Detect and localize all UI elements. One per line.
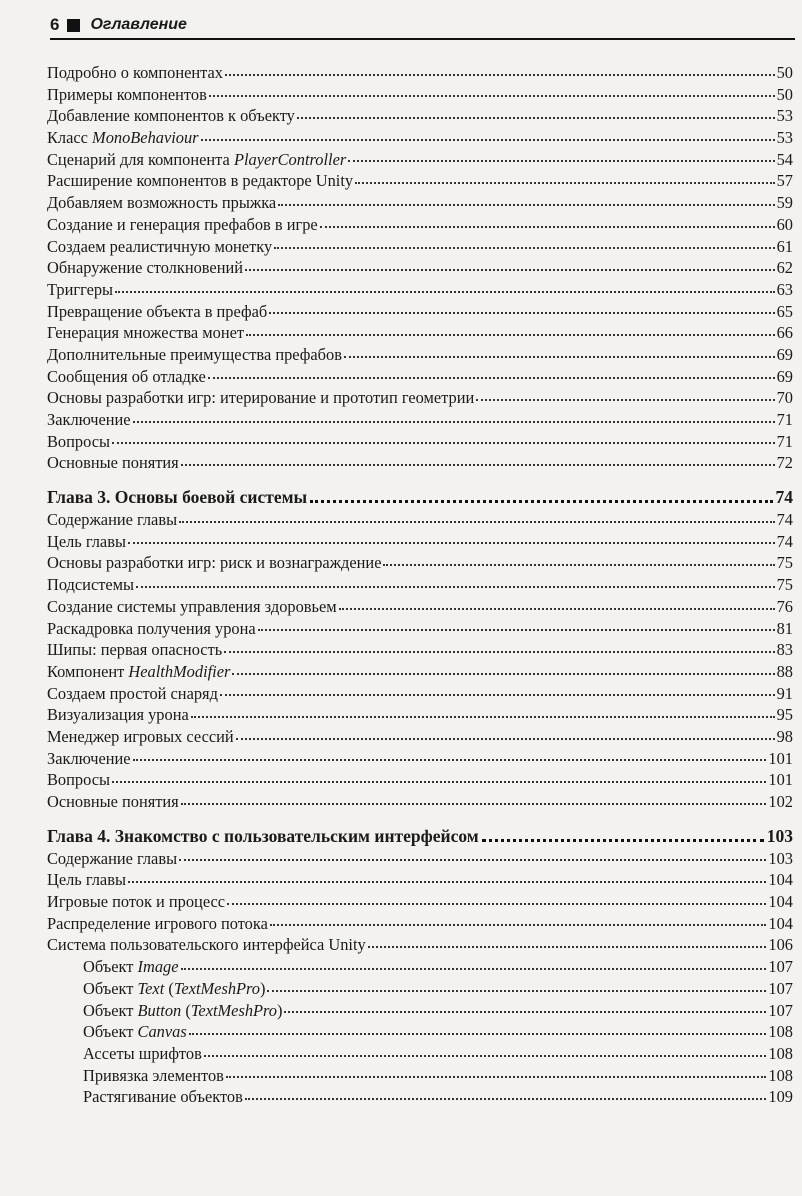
toc-page-number: 62 xyxy=(776,258,793,278)
toc-page-number: 98 xyxy=(776,726,793,746)
toc-entry-title xyxy=(47,891,225,913)
toc-page-number: 103 xyxy=(768,848,793,868)
toc-page-number: 75 xyxy=(776,575,793,595)
toc-page-number: 59 xyxy=(776,193,793,213)
dot-leader xyxy=(224,650,774,653)
title-part: Дополнительные преимущества префабов xyxy=(47,344,342,364)
toc-page-number: 108 xyxy=(768,1022,793,1042)
toc-entry-title xyxy=(47,84,207,106)
title-part: PlayerController xyxy=(233,149,347,169)
toc-page-number: 50 xyxy=(776,84,793,104)
title-part: Игровые поток и процесс xyxy=(47,892,226,912)
header-square-icon xyxy=(67,19,80,32)
toc-entry-title xyxy=(47,531,126,553)
toc-page-number: 88 xyxy=(776,661,793,681)
toc-entry-title xyxy=(47,257,243,279)
toc-entry-title xyxy=(47,618,256,640)
title-part: Сценарий для компонента xyxy=(47,149,234,169)
toc-page-number: 53 xyxy=(776,106,793,126)
title-part: Привязка элементов xyxy=(83,1065,224,1085)
toc-entry[interactable] xyxy=(47,1000,793,1022)
title-part: Подробно о компонентах xyxy=(47,63,223,82)
title-part: Объект xyxy=(83,1000,138,1020)
toc-entry-title xyxy=(47,344,342,366)
dot-leader xyxy=(482,838,764,842)
toc-page-number: 109 xyxy=(768,1087,793,1107)
toc-entry[interactable] xyxy=(47,301,793,323)
toc-entry[interactable] xyxy=(47,661,793,683)
dot-leader xyxy=(136,585,775,588)
toc-page-number: 74 xyxy=(776,510,793,530)
toc-page-number: 54 xyxy=(776,149,793,169)
dot-leader xyxy=(115,290,775,293)
toc-page-number: 72 xyxy=(776,453,793,473)
dot-leader xyxy=(476,398,774,401)
toc-entry-title xyxy=(47,574,134,596)
title-part: Основы разработки игр: риск и вознаграждение xyxy=(47,553,382,573)
title-part: Класс xyxy=(47,128,93,148)
title-part: Шипы: первая опасность xyxy=(47,640,223,660)
title-part: HealthModifier xyxy=(128,661,231,681)
title-part: Компонент xyxy=(47,661,129,681)
title-part: Ассеты шрифтов xyxy=(83,1043,202,1063)
toc-page-number: 71 xyxy=(776,410,793,429)
dot-leader xyxy=(267,989,766,992)
toc-entry-title xyxy=(47,387,474,409)
toc-entry[interactable] xyxy=(47,509,793,531)
toc-page-number: 60 xyxy=(776,214,793,234)
toc-page-number: 108 xyxy=(768,1043,793,1063)
title-part: Добавление компонентов к объекту xyxy=(47,106,295,126)
dot-leader xyxy=(208,376,775,379)
toc-page-number: 63 xyxy=(776,279,793,299)
dot-leader xyxy=(269,311,774,314)
toc-entry-title xyxy=(47,409,131,431)
toc-chapter[interactable] xyxy=(47,485,793,509)
toc-entry[interactable] xyxy=(47,574,793,596)
toc-entry-title xyxy=(47,913,268,935)
toc-page-number: 95 xyxy=(776,705,793,725)
title-part: Создаем реалистичную монетку xyxy=(47,236,273,256)
toc-entry[interactable] xyxy=(47,192,793,214)
toc-entry-title xyxy=(47,322,244,344)
title-part: MonoBehaviour xyxy=(92,128,199,148)
toc-page-number: 108 xyxy=(768,1065,793,1085)
title-part: Объект xyxy=(83,1022,138,1042)
dot-leader xyxy=(274,246,774,249)
toc-page-number: 101 xyxy=(768,770,793,790)
dot-leader xyxy=(209,94,775,97)
toc-entry[interactable] xyxy=(47,596,793,618)
toc-entry-title xyxy=(47,192,276,214)
title-part: Canvas xyxy=(137,1022,187,1042)
toc-entry[interactable] xyxy=(47,934,793,956)
toc-entry-title xyxy=(47,431,110,453)
dot-leader xyxy=(226,1075,766,1078)
title-part: Распределение игрового потока xyxy=(47,913,268,933)
toc-page-number: 107 xyxy=(768,957,793,977)
toc-page-number: 104 xyxy=(768,870,793,890)
toc-page-number: 65 xyxy=(776,301,793,321)
toc-entry[interactable] xyxy=(47,149,793,171)
dot-leader xyxy=(355,181,775,184)
toc-entry[interactable] xyxy=(47,170,793,192)
toc-entry-title xyxy=(83,1000,282,1022)
title-part: Text xyxy=(137,978,165,998)
dot-leader xyxy=(278,203,774,206)
title-part: Подсистемы xyxy=(47,575,135,595)
toc-page-number: 107 xyxy=(768,978,793,998)
title-part: ) xyxy=(260,978,266,998)
toc-entry-title xyxy=(47,791,179,813)
toc-entry-title xyxy=(47,748,131,770)
dot-leader xyxy=(270,923,767,926)
dot-leader xyxy=(310,499,772,503)
dot-leader xyxy=(344,355,775,358)
dot-leader xyxy=(181,967,767,970)
title-part: Основы разработки игр: итерирование и прототип геометрии xyxy=(47,388,475,408)
toc-entry-title xyxy=(47,105,295,127)
toc-entry[interactable] xyxy=(47,848,793,870)
dot-leader xyxy=(284,1010,766,1013)
dot-leader xyxy=(348,159,774,162)
title-part: Менеджер игровых сессий xyxy=(47,726,234,746)
dot-leader xyxy=(320,225,775,228)
title-part: Заключение xyxy=(47,410,131,429)
toc-entry[interactable] xyxy=(47,869,793,891)
dot-leader xyxy=(189,1032,767,1035)
toc-page-number: 75 xyxy=(776,553,793,573)
toc-entry-title xyxy=(47,236,272,258)
dot-leader xyxy=(112,780,766,783)
toc-entry[interactable] xyxy=(47,1043,793,1065)
title-part: Объект xyxy=(83,957,138,977)
toc-page-number: 74 xyxy=(775,487,793,508)
title-part: Примеры компонентов xyxy=(47,84,207,104)
title-part: Вопросы xyxy=(47,431,110,451)
toc-entry[interactable] xyxy=(47,257,793,279)
title-part: Вопросы xyxy=(47,770,110,790)
toc-page-number: 70 xyxy=(776,388,793,408)
toc-entry-title xyxy=(83,1065,224,1087)
table-of-contents xyxy=(47,62,793,1108)
toc-entry[interactable] xyxy=(47,956,793,978)
toc-entry[interactable] xyxy=(47,127,793,149)
dot-leader xyxy=(236,737,775,740)
toc-page-number: 74 xyxy=(776,531,793,551)
toc-entry-title xyxy=(83,1021,187,1043)
dot-leader xyxy=(297,116,775,119)
toc-entry[interactable] xyxy=(47,452,793,474)
toc-entry-title xyxy=(47,552,381,574)
dot-leader xyxy=(204,1054,767,1057)
title-part: Объект xyxy=(83,978,138,998)
toc-entry-title xyxy=(47,596,337,618)
dot-leader xyxy=(220,693,775,696)
title-part: Основные понятия xyxy=(47,792,179,811)
title-part: Цель главы xyxy=(47,870,126,890)
title-part: Заключение xyxy=(47,748,131,768)
toc-entry[interactable] xyxy=(47,913,793,935)
toc-entry-title xyxy=(47,62,223,84)
toc-page-number: 106 xyxy=(768,935,793,955)
toc-page-number: 107 xyxy=(768,1000,793,1020)
dot-leader xyxy=(383,563,774,566)
toc-page-number: 50 xyxy=(776,63,793,82)
header-title: Оглавление xyxy=(90,16,187,33)
toc-entry[interactable] xyxy=(47,84,793,106)
title-part: Триггеры xyxy=(47,279,114,299)
toc-entry[interactable] xyxy=(47,366,793,388)
title-part: Image xyxy=(137,957,179,977)
title-part: TextMeshPro xyxy=(173,978,261,998)
dot-leader xyxy=(227,902,766,905)
dot-leader xyxy=(201,138,775,141)
title-part: Основные понятия xyxy=(47,453,179,473)
toc-entry-title xyxy=(47,214,318,236)
toc-entry[interactable] xyxy=(47,704,793,726)
toc-entry[interactable] xyxy=(47,431,793,453)
dot-leader xyxy=(246,333,775,336)
toc-entry-title xyxy=(47,824,479,848)
dot-leader xyxy=(128,541,775,544)
dot-leader xyxy=(133,420,775,423)
title-part: Превращение объекта в префаб xyxy=(47,301,268,321)
toc-chapter[interactable] xyxy=(47,824,793,848)
toc-entry-title xyxy=(83,1086,243,1108)
toc-entry[interactable] xyxy=(47,639,793,661)
dot-leader xyxy=(225,73,775,76)
dot-leader xyxy=(133,758,767,761)
title-part: Добавляем возможность прыжка xyxy=(47,193,277,213)
toc-entry[interactable] xyxy=(47,1065,793,1087)
toc-entry-title xyxy=(83,956,179,978)
toc-entry[interactable] xyxy=(47,279,793,301)
toc-entry-title xyxy=(47,170,353,192)
dot-leader xyxy=(112,441,775,444)
toc-page-number: 91 xyxy=(776,683,793,703)
toc-entry-title xyxy=(47,485,307,509)
toc-entry-title xyxy=(47,279,113,301)
page-header xyxy=(50,12,795,40)
toc-entry[interactable] xyxy=(47,1086,793,1108)
dot-leader xyxy=(339,607,775,610)
title-part: Визуализация урона xyxy=(47,705,189,725)
toc-entry[interactable] xyxy=(47,618,793,640)
toc-entry[interactable] xyxy=(47,387,793,409)
toc-entry[interactable] xyxy=(47,344,793,366)
toc-entry[interactable] xyxy=(47,552,793,574)
title-part: Содержание главы xyxy=(47,848,178,868)
title-part: ( xyxy=(181,1000,191,1020)
title-part: Button xyxy=(137,1000,182,1020)
toc-entry-title xyxy=(47,769,110,791)
dot-leader xyxy=(181,463,775,466)
toc-entry[interactable] xyxy=(47,748,793,770)
toc-page-number: 104 xyxy=(768,913,793,933)
title-part: Создание и генерация префабов в игре xyxy=(47,214,318,234)
toc-page-number: 61 xyxy=(776,236,793,256)
title-part: TextMeshPro xyxy=(190,1000,278,1020)
title-part: Содержание главы xyxy=(47,510,178,530)
toc-page-number: 76 xyxy=(776,596,793,616)
title-part: Сообщения об отладке xyxy=(47,366,206,386)
toc-entry-title xyxy=(47,848,177,870)
title-part: Создаем простой снаряд xyxy=(47,683,218,703)
toc-entry-title xyxy=(47,704,189,726)
toc-page-number: 69 xyxy=(776,366,793,386)
toc-entry[interactable] xyxy=(47,791,793,813)
toc-entry[interactable] xyxy=(47,726,793,748)
toc-entry[interactable] xyxy=(47,236,793,258)
toc-entry[interactable] xyxy=(47,409,793,431)
title-part: Генерация множества монет xyxy=(47,323,245,343)
dot-leader xyxy=(191,715,775,718)
title-part: Растягивание объектов xyxy=(83,1087,243,1107)
toc-entry-title xyxy=(47,661,230,683)
title-part: Система пользовательского интерфейса Unity xyxy=(47,935,366,955)
toc-page-number: 101 xyxy=(768,748,793,768)
toc-page-number: 103 xyxy=(766,825,793,846)
title-part: Расширение компонентов в редакторе Unity xyxy=(47,171,354,191)
toc-page-number: 102 xyxy=(768,792,793,811)
title-part: Глава 4. Знакомство с пользовательским интерфейсом xyxy=(47,825,479,846)
dot-leader xyxy=(245,268,775,271)
dot-leader xyxy=(245,1097,767,1100)
toc-entry-title xyxy=(47,127,199,149)
toc-entry[interactable] xyxy=(47,1021,793,1043)
toc-entry-title xyxy=(83,978,265,1000)
title-part: Обнаружение столкновений xyxy=(47,258,244,278)
toc-page-number: 104 xyxy=(768,892,793,912)
toc-entry[interactable] xyxy=(47,891,793,913)
toc-entry-title xyxy=(47,509,177,531)
dot-leader xyxy=(232,672,774,675)
title-part: Цель главы xyxy=(47,531,126,551)
toc-entry-title xyxy=(47,869,126,891)
dot-leader xyxy=(179,520,775,523)
toc-entry[interactable] xyxy=(47,105,793,127)
title-part: ) xyxy=(277,1000,283,1020)
dot-leader xyxy=(179,858,766,861)
dot-leader xyxy=(181,802,767,805)
toc-entry-title xyxy=(47,366,206,388)
toc-page-number: 66 xyxy=(776,323,793,343)
title-part: ( xyxy=(164,978,174,998)
toc-page-number: 69 xyxy=(776,344,793,364)
toc-page-number: 81 xyxy=(776,618,793,638)
toc-entry-title xyxy=(47,301,267,323)
toc-entry-title xyxy=(47,683,218,705)
toc-entry-title xyxy=(47,726,234,748)
title-part: Раскадровка получения урона xyxy=(47,618,256,638)
toc-entry-title xyxy=(47,149,346,171)
toc-entry-title xyxy=(47,934,366,956)
toc-entry[interactable] xyxy=(47,62,793,84)
toc-entry[interactable] xyxy=(47,531,793,553)
page-number: 6 xyxy=(50,15,60,34)
toc-entry-title xyxy=(47,639,222,661)
toc-entry[interactable] xyxy=(47,769,793,791)
toc-page-number: 53 xyxy=(776,128,793,148)
toc-entry-title xyxy=(83,1043,202,1065)
toc-entry[interactable] xyxy=(47,978,793,1000)
toc-page-number: 57 xyxy=(776,171,793,191)
toc-entry[interactable] xyxy=(47,322,793,344)
dot-leader xyxy=(368,945,767,948)
toc-entry[interactable] xyxy=(47,214,793,236)
dot-leader xyxy=(128,880,766,883)
dot-leader xyxy=(258,628,775,631)
toc-entry-title xyxy=(47,452,179,474)
title-part: Глава 3. Основы боевой системы xyxy=(47,487,308,508)
toc-page-number: 83 xyxy=(776,640,793,660)
toc-page-number: 71 xyxy=(776,431,793,451)
toc-entry[interactable] xyxy=(47,683,793,705)
title-part: Создание системы управления здоровьем xyxy=(47,596,337,616)
